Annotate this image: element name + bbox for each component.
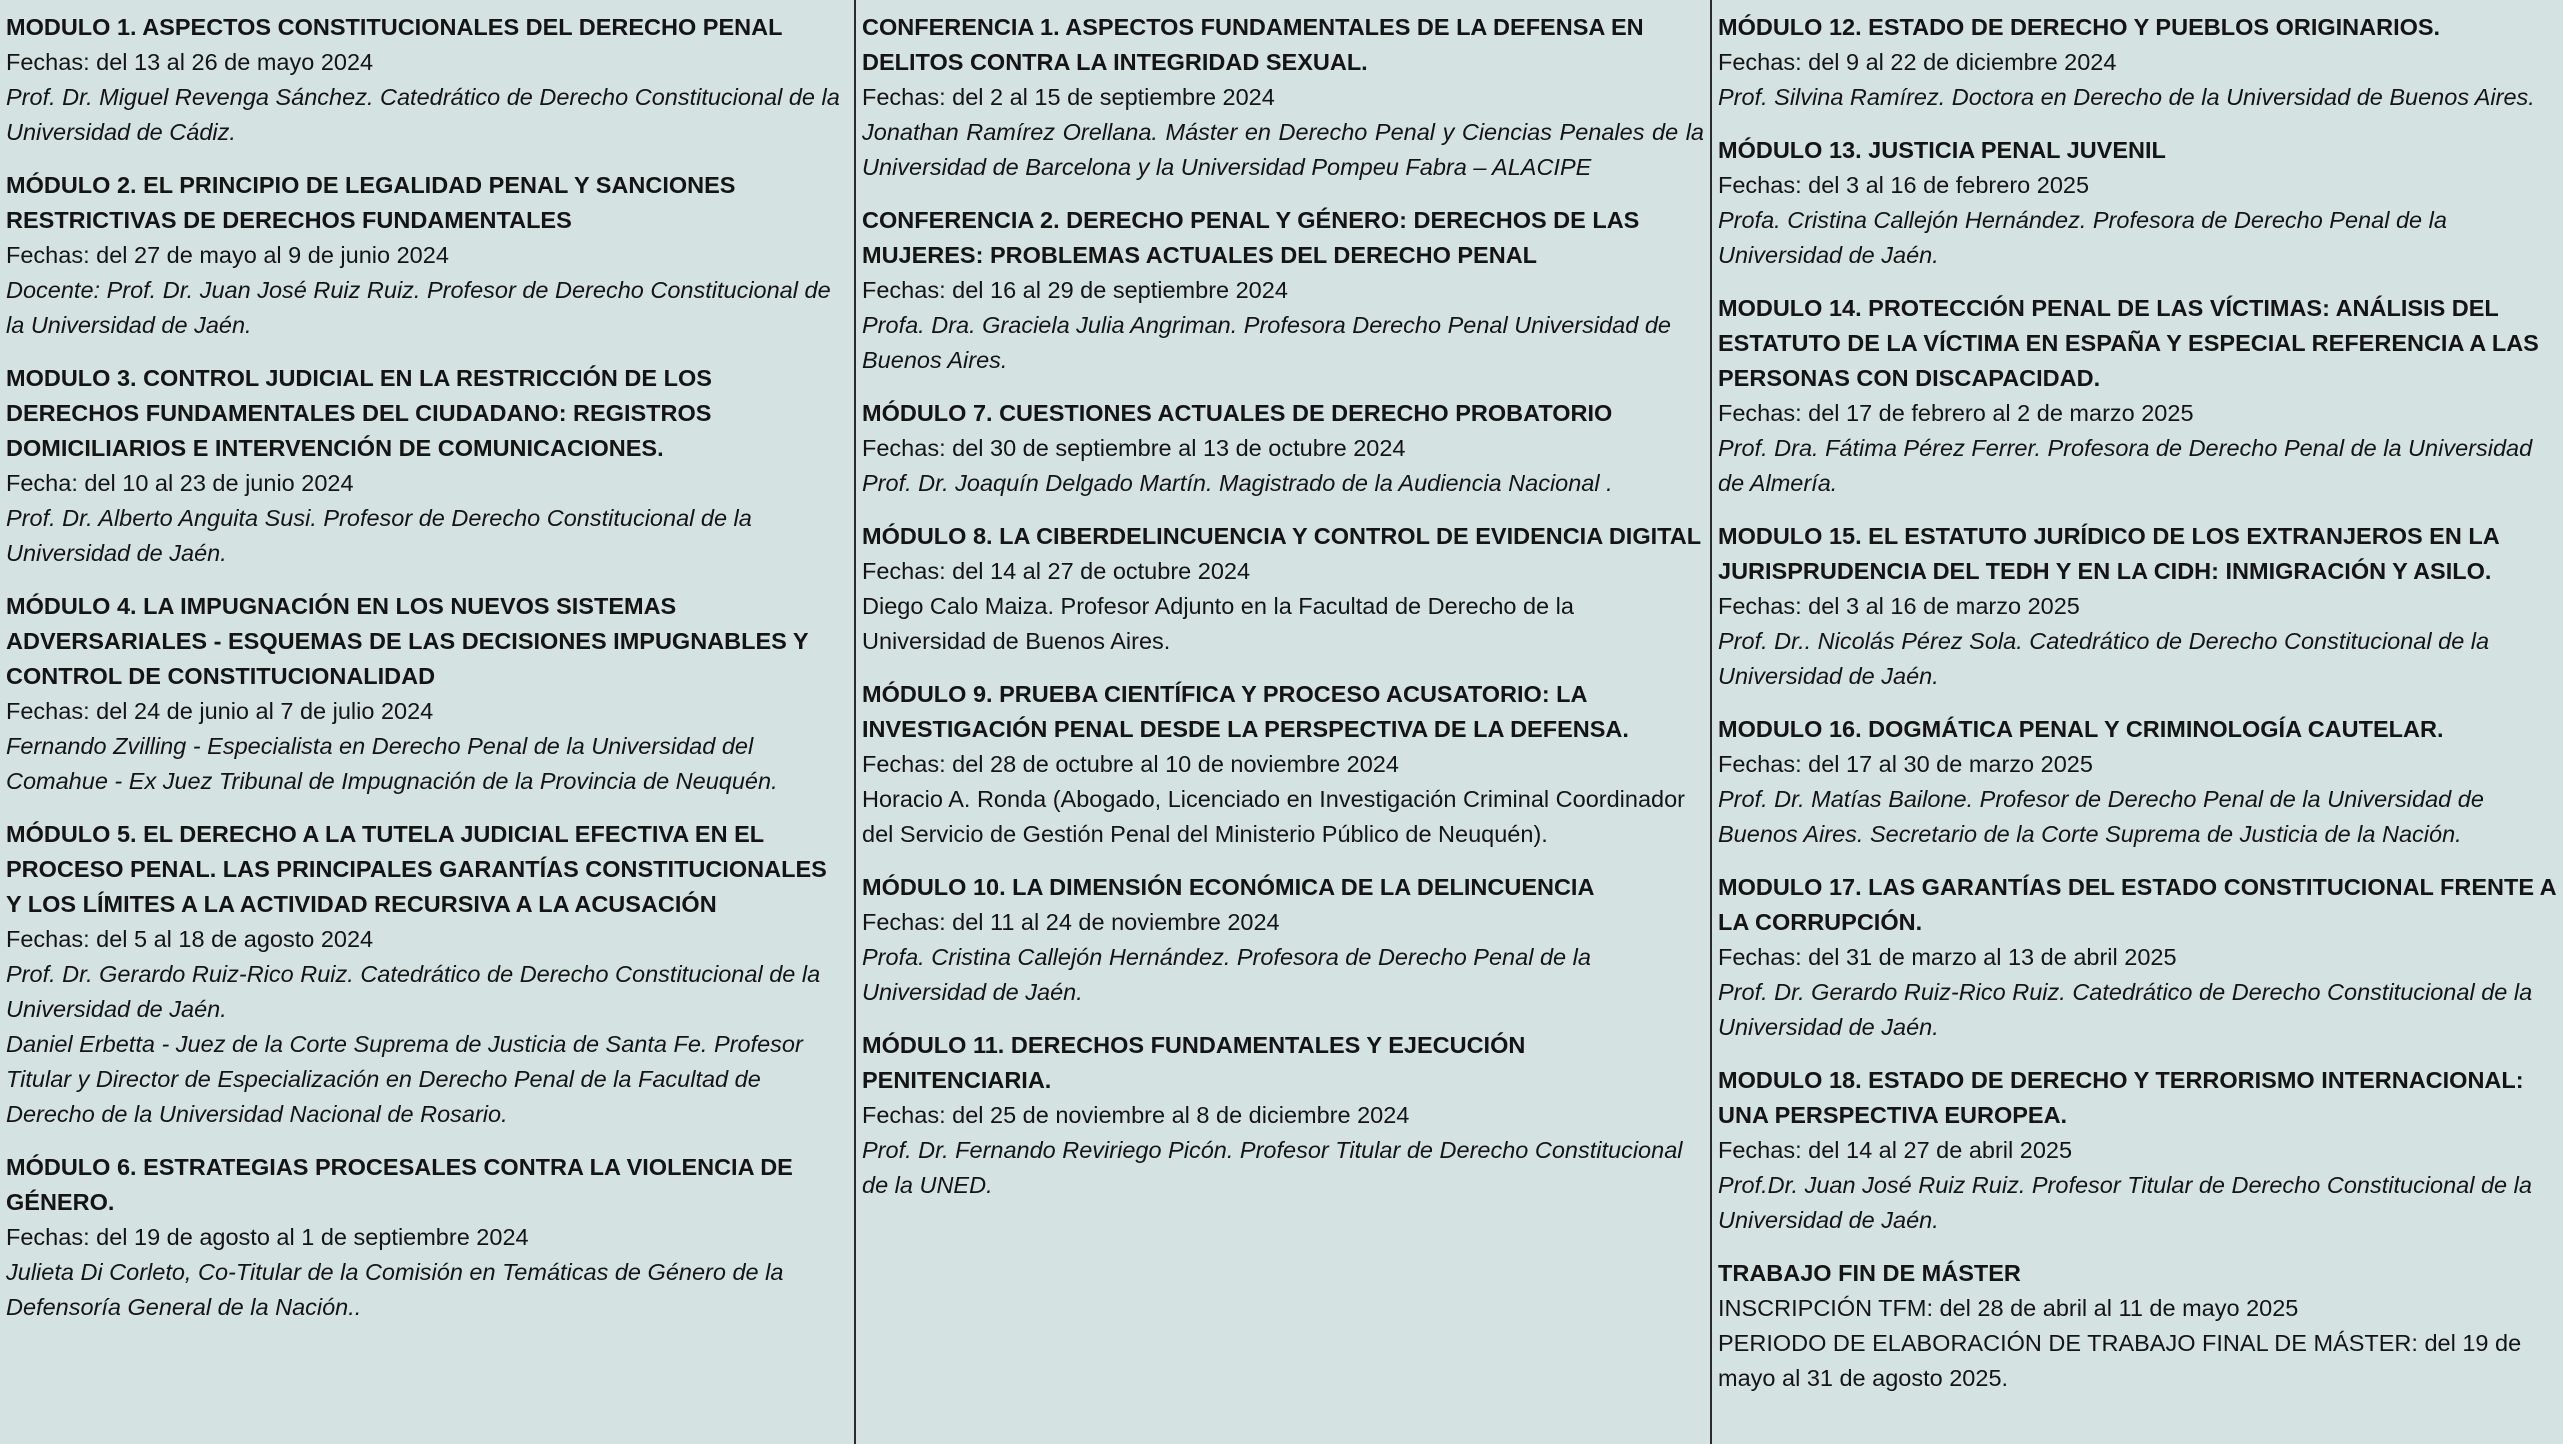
module-instructor: Prof. Dr. Alberto Anguita Susi. Profesor de Derecho Constitucional de la Universidad de Jaén.	[6, 505, 752, 566]
module-instructor: Prof. Dr. Matías Bailone. Profesor de Derecho Penal de la Universidad de Buenos Aires. Secretario de la Corte Suprema de Justicia de la Nación.	[1718, 786, 2484, 847]
module-block	[6, 10, 848, 150]
module-title: MÓDULO 9. PRUEBA CIENTÍFICA Y PROCESO ACUSATORIO: LA INVESTIGACIÓN PENAL DESDE LA PERSPECTIVA DE LA DEFENSA.	[862, 681, 1629, 742]
module-dates: Fechas: del 17 al 30 de marzo 2025	[1718, 751, 2093, 777]
module-block	[6, 1150, 848, 1325]
module-title: MODULO 14. PROTECCIÓN PENAL DE LAS VÍCTIMAS: ANÁLISIS DEL ESTATUTO DE LA VÍCTIMA EN ESPAÑA Y ESPECIAL REFERENCIA A LAS PERSONAS CON DISCAPACIDAD.	[1718, 295, 2539, 391]
module-instructor: Prof. Dr. Fernando Reviriego Picón. Profesor Titular de Derecho Constitucional de la UNED.	[862, 1137, 1683, 1198]
module-block	[862, 870, 1704, 1010]
module-title: MODULO 18. ESTADO DE DERECHO Y TERRORISMO INTERNACIONAL: UNA PERSPECTIVA EUROPEA.	[1718, 1067, 2524, 1128]
module-block	[862, 1028, 1704, 1203]
module-instructor: Prof. Dr. Gerardo Ruiz-Rico Ruiz. Catedrático de Derecho Constitucional de la Universidad de Jaén.	[1718, 979, 2533, 1040]
module-instructor: Prof. Dr. Miguel Revenga Sánchez. Catedrático de Derecho Constitucional de la Universidad de Cádiz.	[6, 84, 840, 145]
module-instructor: Prof. Dr.. Nicolás Pérez Sola. Catedrático de Derecho Constitucional de la Universidad de Jaén.	[1718, 628, 2490, 689]
column-left	[0, 0, 856, 1444]
module-dates: Fechas: del 11 al 24 de noviembre 2024	[862, 909, 1280, 935]
module-instructor: Prof. Dr. Gerardo Ruiz-Rico Ruiz. Catedrático de Derecho Constitucional de la Universidad de Jaén.	[6, 961, 821, 1022]
module-title: MÓDULO 5. EL DERECHO A LA TUTELA JUDICIAL EFECTIVA EN EL PROCESO PENAL. LAS PRINCIPALES GARANTÍAS CONSTITUCIONALES Y LOS LÍMITES A LA ACTIVIDAD RECURSIVA A LA ACUSACIÓN	[6, 821, 827, 917]
module-instructor: Diego Calo Maiza. Profesor Adjunto en la Facultad de Derecho de la Universidad de Buenos Aires.	[862, 593, 1574, 654]
column-right	[1712, 0, 2563, 1444]
module-dates: INSCRIPCIÓN TFM: del 28 de abril al 11 de mayo 2025	[1718, 1295, 2299, 1321]
module-block	[1718, 1063, 2557, 1238]
module-title: MODULO 17. LAS GARANTÍAS DEL ESTADO CONSTITUCIONAL FRENTE A LA CORRUPCIÓN.	[1718, 874, 2556, 935]
module-block	[6, 361, 848, 571]
module-instructor: Daniel Erbetta - Juez de la Corte Suprema de Justicia de Santa Fe. Profesor Titular y Director de Especialización en Derecho Penal de la Facultad de Derecho de la Universidad Nacional de Rosario.	[6, 1031, 803, 1127]
module-block	[1718, 291, 2557, 501]
module-dates: Fechas: del 27 de mayo al 9 de junio 2024	[6, 242, 449, 268]
module-title: MODULO 16. DOGMÁTICA PENAL Y CRIMINOLOGÍA CAUTELAR.	[1718, 716, 2444, 742]
module-title: MÓDULO 12. ESTADO DE DERECHO Y PUEBLOS ORIGINARIOS.	[1718, 14, 2441, 40]
module-dates: Fechas: del 24 de junio al 7 de julio 2024	[6, 698, 434, 724]
module-dates: Fechas: del 17 de febrero al 2 de marzo 2025	[1718, 400, 2194, 426]
module-title: CONFERENCIA 1. ASPECTOS FUNDAMENTALES DE LA DEFENSA EN DELITOS CONTRA LA INTEGRIDAD SEXUAL.	[862, 14, 1644, 75]
module-instructor: PERIODO DE ELABORACIÓN DE TRABAJO FINAL DE MÁSTER: del 19 de mayo al 31 de agosto 2025.	[1718, 1330, 2522, 1391]
module-title: MÓDULO 11. DERECHOS FUNDAMENTALES Y EJECUCIÓN PENITENCIARIA.	[862, 1032, 1526, 1093]
module-instructor: Prof.Dr. Juan José Ruiz Ruiz. Profesor Titular de Derecho Constitucional de la Universidad de Jaén.	[1718, 1172, 2532, 1233]
module-block	[6, 817, 848, 1132]
module-dates: Fechas: del 25 de noviembre al 8 de diciembre 2024	[862, 1102, 1410, 1128]
module-instructor: Profa. Cristina Callejón Hernández. Profesora de Derecho Penal de la Universidad de Jaén.	[862, 944, 1591, 1005]
module-dates: Fechas: del 2 al 15 de septiembre 2024	[862, 84, 1275, 110]
module-block	[1718, 712, 2557, 852]
module-instructor: Julieta Di Corleto, Co-Titular de la Comisión en Temáticas de Género de la Defensoría General de la Nación..	[6, 1259, 784, 1320]
module-title: CONFERENCIA 2. DERECHO PENAL Y GÉNERO: DERECHOS DE LAS MUJERES: PROBLEMAS ACTUALES DEL DERECHO PENAL	[862, 207, 1640, 268]
module-instructor: Docente: Prof. Dr. Juan José Ruiz Ruiz. Profesor de Derecho Constitucional de la Universidad de Jaén.	[6, 277, 831, 338]
module-dates: Fechas: del 14 al 27 de abril 2025	[1718, 1137, 2073, 1163]
module-title: MÓDULO 7. CUESTIONES ACTUALES DE DERECHO PROBATORIO	[862, 400, 1613, 426]
module-block	[1718, 10, 2557, 115]
module-block	[6, 589, 848, 799]
module-title: MODULO 3. CONTROL JUDICIAL EN LA RESTRICCIÓN DE LOS DERECHOS FUNDAMENTALES DEL CIUDADANO: REGISTROS DOMICILIARIOS E INTERVENCIÓN DE COMUNICACIONES.	[6, 365, 712, 461]
module-title: MÓDULO 4. LA IMPUGNACIÓN EN LOS NUEVOS SISTEMAS ADVERSARIALES - ESQUEMAS DE LAS DECISIONES IMPUGNABLES Y CONTROL DE CONSTITUCIONALIDAD	[6, 593, 809, 689]
module-dates: Fechas: del 28 de octubre al 10 de noviembre 2024	[862, 751, 1399, 777]
module-block	[6, 168, 848, 343]
module-title: MÓDULO 10. LA DIMENSIÓN ECONÓMICA DE LA DELINCUENCIA	[862, 874, 1595, 900]
module-block	[1718, 519, 2557, 694]
module-dates: Fechas: del 31 de marzo al 13 de abril 2025	[1718, 944, 2177, 970]
module-title: MÓDULO 8. LA CIBERDELINCUENCIA Y CONTROL DE EVIDENCIA DIGITAL	[862, 523, 1702, 549]
module-title: MÓDULO 2. EL PRINCIPIO DE LEGALIDAD PENAL Y SANCIONES RESTRICTIVAS DE DERECHOS FUNDAMENTALES	[6, 172, 736, 233]
module-dates: Fechas: del 16 al 29 de septiembre 2024	[862, 277, 1288, 303]
module-block	[862, 10, 1704, 185]
module-dates: Fechas: del 3 al 16 de marzo 2025	[1718, 593, 2080, 619]
module-block	[1718, 870, 2557, 1045]
module-block	[862, 677, 1704, 852]
module-title: MÓDULO 6. ESTRATEGIAS PROCESALES CONTRA LA VIOLENCIA DE GÉNERO.	[6, 1154, 793, 1215]
module-instructor: Prof. Dr. Joaquín Delgado Martín. Magistrado de la Audiencia Nacional .	[862, 470, 1613, 496]
module-block	[1718, 1256, 2557, 1396]
module-instructor: Fernando Zvilling - Especialista en Derecho Penal de la Universidad del Comahue - Ex Juez Tribunal de Impugnación de la Provincia de Neuquén.	[6, 733, 778, 794]
module-instructor: Profa. Dra. Graciela Julia Angriman. Profesora Derecho Penal Universidad de Buenos Aires.	[862, 312, 1671, 373]
module-dates: Fechas: del 30 de septiembre al 13 de octubre 2024	[862, 435, 1406, 461]
module-block	[862, 203, 1704, 378]
module-title: MODULO 1. ASPECTOS CONSTITUCIONALES DEL DERECHO PENAL	[6, 14, 783, 40]
module-dates: Fecha: del 10 al 23 de junio 2024	[6, 470, 354, 496]
module-title: TRABAJO FIN DE MÁSTER	[1718, 1260, 2021, 1286]
module-dates: Fechas: del 3 al 16 de febrero 2025	[1718, 172, 2090, 198]
module-instructor: Prof. Silvina Ramírez. Doctora en Derecho de la Universidad de Buenos Aires.	[1718, 84, 2535, 110]
module-block	[862, 396, 1704, 501]
module-block	[1718, 133, 2557, 273]
column-middle	[856, 0, 1712, 1444]
module-title: MÓDULO 13. JUSTICIA PENAL JUVENIL	[1718, 137, 2166, 163]
module-instructor: Profa. Cristina Callejón Hernández. Profesora de Derecho Penal de la Universidad de Jaén.	[1718, 207, 2447, 268]
module-dates: Fechas: del 14 al 27 de octubre 2024	[862, 558, 1251, 584]
module-instructor: Jonathan Ramírez Orellana. Máster en Derecho Penal y Ciencias Penales de la Universidad de Barcelona y la Universidad Pompeu Fabra – ALACIPE	[862, 119, 1704, 180]
module-instructor: Prof. Dra. Fátima Pérez Ferrer. Profesora de Derecho Penal de la Universidad de Almería.	[1718, 435, 2533, 496]
module-dates: Fechas: del 5 al 18 de agosto 2024	[6, 926, 374, 952]
module-dates: Fechas: del 13 al 26 de mayo 2024	[6, 49, 374, 75]
module-dates: Fechas: del 9 al 22 de diciembre 2024	[1718, 49, 2117, 75]
module-title: MODULO 15. EL ESTATUTO JURÍDICO DE LOS EXTRANJEROS EN LA JURISPRUDENCIA DEL TEDH Y EN LA CIDH: INMIGRACIÓN Y ASILO.	[1718, 523, 2499, 584]
module-dates: Fechas: del 19 de agosto al 1 de septiembre 2024	[6, 1224, 529, 1250]
module-block	[862, 519, 1704, 659]
module-instructor: Horacio A. Ronda (Abogado, Licenciado en Investigación Criminal Coordinador del Servicio de Gestión Penal del Ministerio Público de Neuquén).	[862, 786, 1685, 847]
